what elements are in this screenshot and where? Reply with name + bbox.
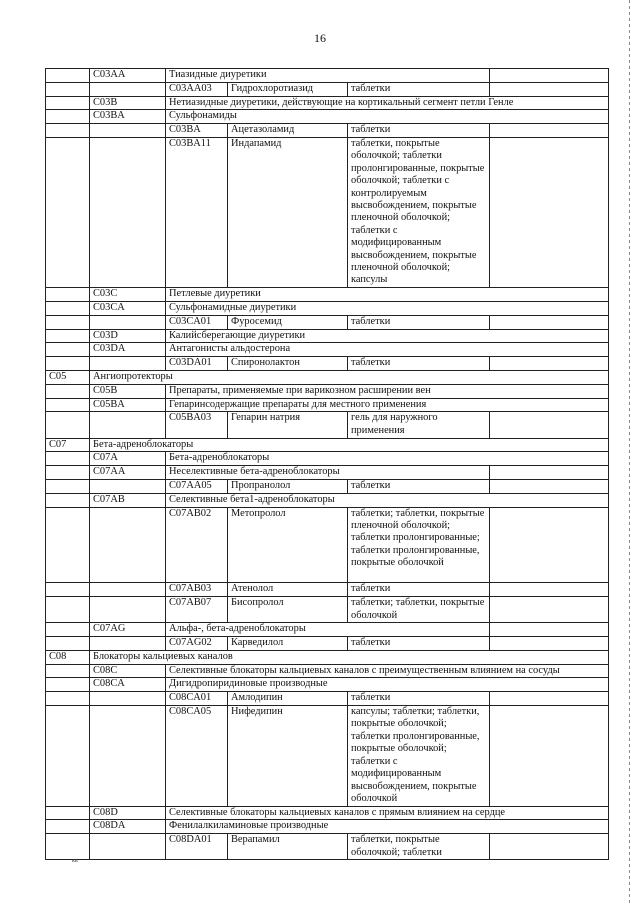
drug-name-cell: Ацетазоламид [228,124,348,138]
empty-cell [490,466,609,480]
empty-cell [90,479,166,493]
table-row [46,357,609,371]
table-row [46,110,609,124]
group-code-cell: C08D [90,806,166,820]
empty-cell [90,137,166,287]
drug-name-cell: Индапамид [228,137,348,287]
drug-code-cell: C07AB03 [166,583,228,597]
empty-cell [490,82,609,96]
empty-cell [46,96,90,110]
drug-form-cell: таблетки [348,82,490,96]
drug-code-cell: C07AB02 [166,507,228,583]
drug-form-cell: капсулы; таблетки; таблетки, покрытые оболочкой; таблетки пролонгированные, покрытые оболочкой; таблетки с модифицированным высвобождением, покрытые оболочкой [348,706,490,807]
drug-form-cell: таблетки [348,479,490,493]
drug-form-cell: таблетки; таблетки, покрытые оболочкой [348,597,490,623]
empty-cell [46,288,90,302]
drug-name-cell: Фуросемид [228,315,348,329]
group-code-cell: C07AG [90,623,166,637]
empty-cell [490,583,609,597]
empty-cell [46,806,90,820]
top-name-cell: Блокаторы кальциевых каналов [90,650,609,664]
empty-cell [46,678,90,692]
group-name-cell: Нетиазидные диуретики, действующие на кортикальный сегмент петли Генле [166,96,609,110]
empty-cell [490,137,609,287]
group-name-cell: Петлевые диуретики [166,288,609,302]
drug-code-cell: C08CA05 [166,706,228,807]
empty-cell [90,692,166,706]
drug-form-cell: таблетки [348,357,490,371]
empty-cell [46,452,90,466]
drug-name-cell: Верапамил [228,834,348,860]
empty-cell [490,357,609,371]
group-name-cell: Бета-адреноблокаторы [166,452,609,466]
group-name-cell: Неселективные бета-адреноблокаторы [166,466,490,480]
empty-cell [46,493,90,507]
drug-code-cell: C07AB07 [166,597,228,623]
table-row [46,650,609,664]
group-code-cell: C08DA [90,820,166,834]
empty-cell [46,301,90,315]
drug-name-cell: Карведилол [228,637,348,651]
table-row [46,820,609,834]
empty-cell [90,706,166,807]
empty-cell [46,329,90,343]
drug-form-cell: таблетки, покрытые оболочкой; таблетки пролонгированные, покрытые оболочкой; таблетки с контролируемым высвобождением, покрытые пленочной оболочкой; таблетки с модифицированным высвобождением, покрытые пленочной оболочкой; капсулы [348,137,490,287]
top-name-cell: Ангиопротекторы [90,370,609,384]
table-row [46,329,609,343]
empty-cell [490,692,609,706]
group-name-cell: Тиазидные диуретики [166,69,490,83]
drug-code-cell: C07AA05 [166,479,228,493]
table-row [46,370,609,384]
empty-cell [490,507,609,583]
table-row [46,664,609,678]
empty-cell [46,398,90,412]
group-code-cell: C03BA [90,110,166,124]
group-code-cell: C03D [90,329,166,343]
empty-cell [490,315,609,329]
empty-cell [490,637,609,651]
table-row [46,438,609,452]
empty-cell [490,834,609,860]
group-name-cell: Гепаринсодержащие препараты для местного применения [166,398,609,412]
empty-cell [46,82,90,96]
empty-cell [46,315,90,329]
group-code-cell: C07A [90,452,166,466]
group-code-cell: C03C [90,288,166,302]
drug-name-cell: Спиронолактон [228,357,348,371]
drug-name-cell: Нифедипин [228,706,348,807]
drug-name-cell: Бисопролол [228,597,348,623]
table-row [46,82,609,96]
drug-name-cell: Атенолол [228,583,348,597]
top-code-cell: C08 [46,650,90,664]
drug-form-cell: таблетки, покрытые оболочкой; таблетки [348,834,490,860]
table-row [46,623,609,637]
group-name-cell: Сульфонамидные диуретики [166,301,609,315]
empty-cell [46,834,90,860]
drug-form-cell: таблетки [348,124,490,138]
group-name-cell: Дигидропиридиновые производные [166,678,609,692]
table-row [46,137,609,287]
table-row [46,124,609,138]
group-name-cell: Селективные бета1-адреноблокаторы [166,493,609,507]
table-row [46,384,609,398]
table-row [46,288,609,302]
empty-cell [46,507,90,583]
empty-cell [46,124,90,138]
drug-code-cell: C03BA11 [166,137,228,287]
empty-cell [90,597,166,623]
empty-cell [46,357,90,371]
drug-table [45,68,609,860]
drug-name-cell: Пропранолол [228,479,348,493]
group-code-cell: C07AA [90,466,166,480]
empty-cell [46,412,90,438]
empty-cell [90,124,166,138]
empty-cell [46,706,90,807]
group-name-cell: Селективные блокаторы кальциевых каналов с преимущественным влиянием на сосуды [166,664,609,678]
table-row [46,507,609,583]
drug-code-cell: C03AA03 [166,82,228,96]
footer-mark: кв [72,858,78,864]
group-code-cell: C03CA [90,301,166,315]
empty-cell [90,583,166,597]
table-row [46,692,609,706]
empty-cell [90,507,166,583]
drug-code-cell: C05BA03 [166,412,228,438]
empty-cell [46,110,90,124]
empty-cell [490,69,609,83]
table-row [46,398,609,412]
group-code-cell: C05B [90,384,166,398]
drug-form-cell: таблетки; таблетки, покрытые пленочной оболочкой; таблетки пролонгированные; таблетки пролонгированные, покрытые оболочкой [348,507,490,583]
empty-cell [46,479,90,493]
top-code-cell: C07 [46,438,90,452]
empty-cell [46,137,90,287]
empty-cell [46,583,90,597]
group-code-cell: C05BA [90,398,166,412]
table-row [46,706,609,807]
table-row [46,678,609,692]
drug-name-cell: Метопролол [228,507,348,583]
drug-form-cell: таблетки [348,637,490,651]
drug-code-cell: C03DA01 [166,357,228,371]
empty-cell [46,637,90,651]
group-code-cell: C03AA [90,69,166,83]
table-row [46,637,609,651]
page-number: 16 [314,31,326,45]
top-code-cell: C05 [46,370,90,384]
empty-cell [46,69,90,83]
empty-cell [46,343,90,357]
drug-code-cell: C03BA [166,124,228,138]
group-name-cell: Альфа-, бета-адреноблокаторы [166,623,490,637]
table-row [46,493,609,507]
empty-cell [90,82,166,96]
empty-cell [90,315,166,329]
empty-cell [490,706,609,807]
drug-name-cell: Амлодипин [228,692,348,706]
drug-name-cell: Гепарин натрия [228,412,348,438]
empty-cell [46,384,90,398]
table-row [46,69,609,83]
table-row [46,597,609,623]
table-row [46,96,609,110]
drug-form-cell: гель для наружного применения [348,412,490,438]
empty-cell [46,664,90,678]
drug-form-cell: таблетки [348,583,490,597]
table-row [46,412,609,438]
drug-code-cell: C03CA01 [166,315,228,329]
empty-cell [490,597,609,623]
empty-cell [90,637,166,651]
table-row [46,301,609,315]
empty-cell [46,623,90,637]
drug-form-cell: таблетки [348,315,490,329]
table-row [46,583,609,597]
group-code-cell: C08C [90,664,166,678]
empty-cell [46,466,90,480]
drug-name-cell: Гидрохлоротиазид [228,82,348,96]
empty-cell [46,820,90,834]
empty-cell [46,692,90,706]
empty-cell [90,412,166,438]
group-code-cell: C07AB [90,493,166,507]
table-row [46,479,609,493]
empty-cell [490,479,609,493]
group-name-cell: Сульфонамиды [166,110,609,124]
table-row [46,343,609,357]
empty-cell [46,597,90,623]
scan-edge-line [629,0,630,905]
empty-cell [490,623,609,637]
group-name-cell: Антагонисты альдостерона [166,343,609,357]
empty-cell [90,834,166,860]
group-name-cell: Селективные блокаторы кальциевых каналов с прямым влиянием на сердце [166,806,609,820]
drug-code-cell: C08DA01 [166,834,228,860]
drug-code-cell: C07AG02 [166,637,228,651]
drug-code-cell: C08CA01 [166,692,228,706]
group-code-cell: C03DA [90,343,166,357]
top-name-cell: Бета-адреноблокаторы [90,438,609,452]
table-row [46,834,609,860]
table-row [46,315,609,329]
empty-cell [90,357,166,371]
empty-cell [490,412,609,438]
group-name-cell: Препараты, применяемые при варикозном расширении вен [166,384,609,398]
group-name-cell: Фенилалкиламиновые производные [166,820,609,834]
table-row [46,466,609,480]
group-code-cell: C08CA [90,678,166,692]
drug-form-cell: таблетки [348,692,490,706]
group-code-cell: C03B [90,96,166,110]
table-row [46,452,609,466]
table-row [46,806,609,820]
empty-cell [490,124,609,138]
group-name-cell: Калийсберегающие диуретики [166,329,609,343]
